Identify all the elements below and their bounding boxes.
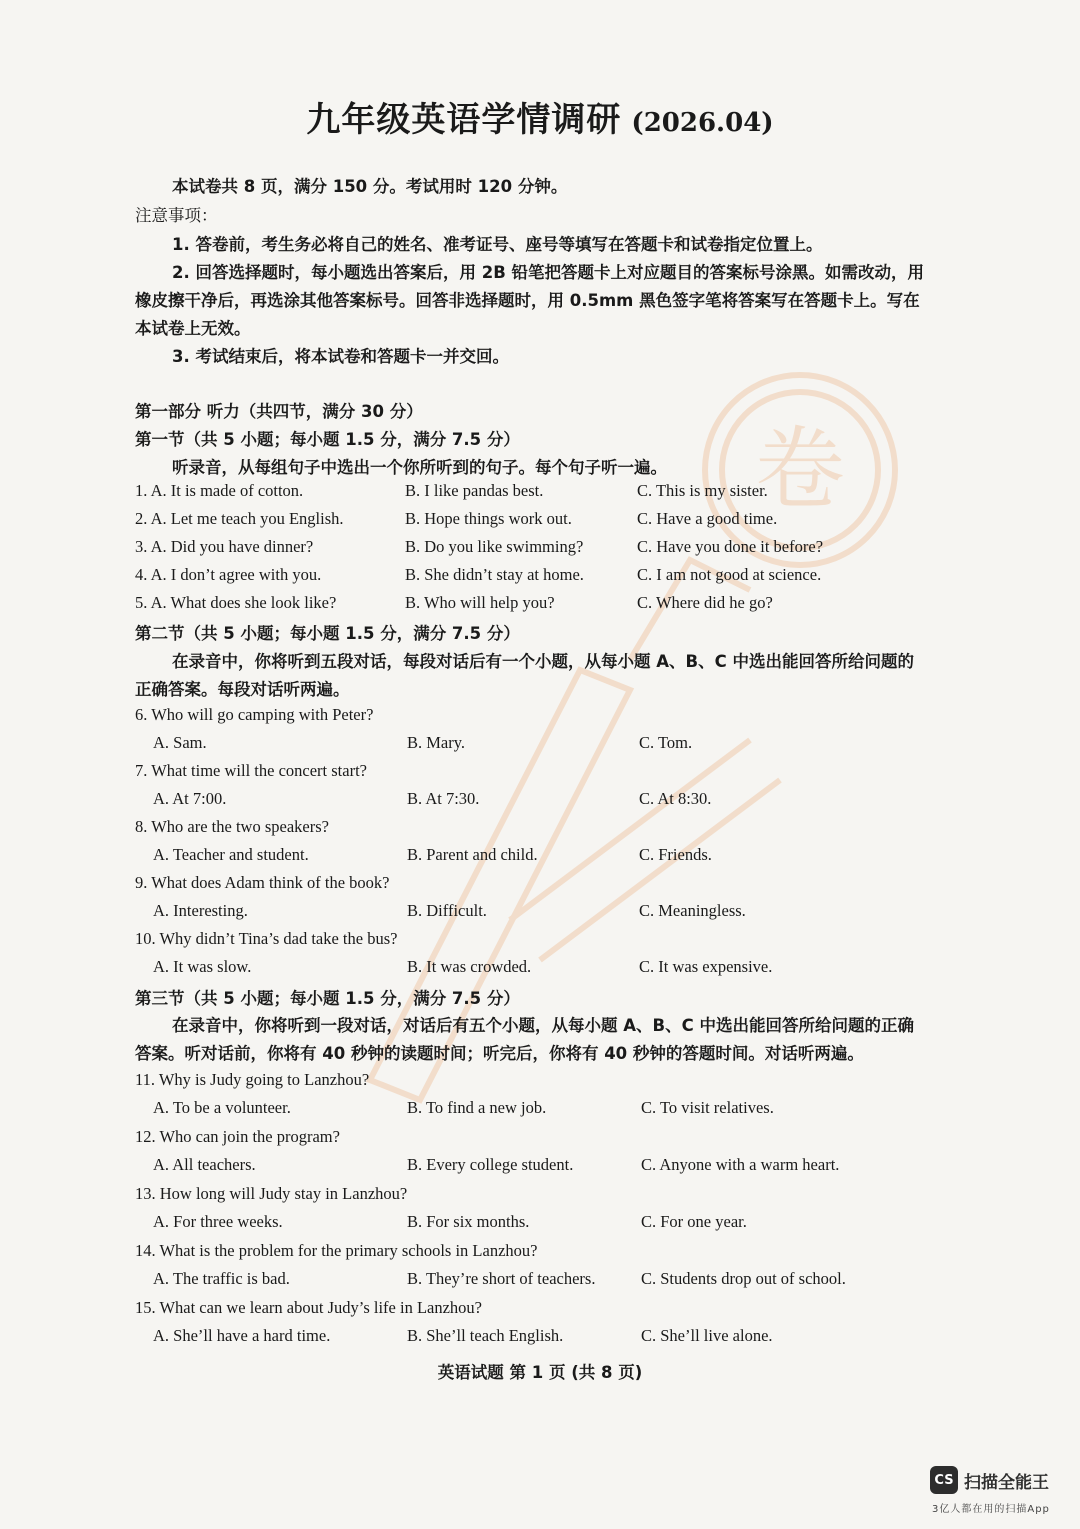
notice-label: 注意事项：	[135, 206, 218, 225]
option-b: B. Who will help you?	[405, 593, 555, 612]
option-a: A. At 7:00.	[153, 789, 227, 808]
option-c: C. I am not good at science.	[637, 565, 822, 584]
option-b: B. She’ll teach English.	[407, 1326, 564, 1345]
option-b: B. Do you like swimming?	[405, 537, 584, 556]
section-instructions: 听录音，从每组句子中选出一个你所听到的句子。每个句子听一遍。	[172, 458, 667, 477]
question-text: 12. Who can join the program?	[135, 1127, 340, 1146]
option-a: A. To be a volunteer.	[153, 1098, 291, 1117]
option-b: B. Hope things work out.	[405, 509, 572, 528]
part-heading: 第一部分 听力（共四节，满分 30 分）	[135, 402, 423, 421]
option-c: C. Tom.	[639, 733, 693, 752]
question-text: 6. Who will go camping with Peter?	[135, 705, 374, 724]
option-b: B. At 7:30.	[407, 789, 480, 808]
option-b: B. It was crowded.	[407, 957, 532, 976]
option-a: 2. A. Let me teach you English.	[135, 509, 344, 528]
notice-item-2-end: 本试卷上无效。	[135, 319, 251, 338]
scanner-badge	[930, 1466, 1070, 1522]
option-a: A. All teachers.	[153, 1155, 256, 1174]
section-heading: 第三节（共 5 小题；每小题 1.5 分，满分 7.5 分）	[135, 989, 520, 1008]
option-c: C. To visit relatives.	[641, 1098, 774, 1117]
scanner-app-name: 扫描全能王	[964, 1473, 1049, 1493]
page-title	[0, 92, 1080, 141]
option-c: C. It was expensive.	[639, 957, 773, 976]
option-c: C. Students drop out of school.	[641, 1269, 846, 1288]
option-c: C. For one year.	[641, 1212, 747, 1231]
option-a: 1. A. It is made of cotton.	[135, 481, 304, 500]
question-text: 15. What can we learn about Judy’s life in Lanzhou?	[135, 1298, 482, 1317]
notice-item-2-cont: 橡皮擦干净后，再选涂其他答案标号。回答非选择题时，用 0.5mm 黑色签字笔将答案写在答题卡上。写在	[135, 291, 920, 310]
section-instructions: 在录音中，你将听到一段对话，对话后有五个小题，从每小题 A、B、C 中选出能回答所给问题的正确	[172, 1016, 914, 1035]
section-heading: 第二节（共 5 小题；每小题 1.5 分，满分 7.5 分）	[135, 624, 520, 643]
option-b: B. For six months.	[407, 1212, 530, 1231]
option-a: A. Teacher and student.	[153, 845, 309, 864]
option-c: C. Meaningless.	[639, 901, 746, 920]
section-heading: 第一节（共 5 小题；每小题 1.5 分，满分 7.5 分）	[135, 430, 520, 449]
option-c: C. Have you done it before?	[637, 537, 824, 556]
question-text: 14. What is the problem for the primary schools in Lanzhou?	[135, 1241, 538, 1260]
option-b: B. Mary.	[407, 733, 466, 752]
option-b: B. Every college student.	[407, 1155, 574, 1174]
option-c: C. Have a good time.	[637, 509, 778, 528]
option-c: C. Where did he go?	[637, 593, 773, 612]
option-a: A. It was slow.	[153, 957, 252, 976]
notice-item-2: 2. 回答选择题时，每小题选出答案后，用 2B 铅笔把答题卡上对应题目的答案标号涂黑。如需改动，用	[172, 263, 925, 282]
option-a: A. For three weeks.	[153, 1212, 283, 1231]
section-instructions-cont: 答案。听对话前，你将有 40 秒钟的读题时间；听完后，你将有 40 秒钟的答题时间。对话听两遍。	[135, 1044, 864, 1063]
question-text: 9. What does Adam think of the book?	[135, 873, 390, 892]
section-instructions: 在录音中，你将听到五段对话，每段对话后有一个小题，从每小题 A、B、C 中选出能回答所给问题的	[172, 652, 914, 671]
option-a: 5. A. What does she look like?	[135, 593, 337, 612]
option-b: B. Parent and child.	[407, 845, 538, 864]
option-a: A. She’ll have a hard time.	[153, 1326, 331, 1345]
option-b: B. Difficult.	[407, 901, 487, 920]
option-c: C. Friends.	[639, 845, 712, 864]
camscanner-logo-icon: CS	[930, 1466, 958, 1494]
scanner-tagline: 3亿人都在用的扫描App	[932, 1504, 1050, 1515]
option-c: C. This is my sister.	[637, 481, 768, 500]
option-a: A. The traffic is bad.	[153, 1269, 290, 1288]
option-a: 3. A. Did you have dinner?	[135, 537, 314, 556]
option-b: B. They’re short of teachers.	[407, 1269, 596, 1288]
title-date: (2026.04)	[631, 108, 774, 138]
question-text: 8. Who are the two speakers?	[135, 817, 329, 836]
section-instructions-cont: 正确答案。每段对话听两遍。	[135, 680, 350, 699]
notice-item-1: 1. 答卷前，考生务必将自己的姓名、准考证号、座号等填写在答题卡和试卷指定位置上。	[172, 235, 823, 254]
question-text: 11. Why is Judy going to Lanzhou?	[135, 1070, 370, 1089]
title-main: 九年级英语学情调研	[306, 100, 622, 140]
notice-item-3: 3. 考试结束后，将本试卷和答题卡一并交回。	[172, 347, 509, 366]
option-b: B. She didn’t stay at home.	[405, 565, 584, 584]
watermark-char: 卷	[755, 417, 845, 522]
page-footer: 英语试题 第 1 页 (共 8 页)	[437, 1363, 643, 1382]
option-a: 4. A. I don’t agree with you.	[135, 565, 322, 584]
question-text: 13. How long will Judy stay in Lanzhou?	[135, 1184, 408, 1203]
option-c: C. She’ll live alone.	[641, 1326, 773, 1345]
option-b: B. To find a new job.	[407, 1098, 547, 1117]
intro-line: 本试卷共 8 页，满分 150 分。考试用时 120 分钟。	[172, 177, 568, 196]
option-b: B. I like pandas best.	[405, 481, 544, 500]
option-a: A. Interesting.	[153, 901, 248, 920]
question-text: 10. Why didn’t Tina’s dad take the bus?	[135, 929, 398, 948]
option-a: A. Sam.	[153, 733, 207, 752]
option-c: C. Anyone with a warm heart.	[641, 1155, 840, 1174]
option-c: C. At 8:30.	[639, 789, 712, 808]
question-text: 7. What time will the concert start?	[135, 761, 367, 780]
